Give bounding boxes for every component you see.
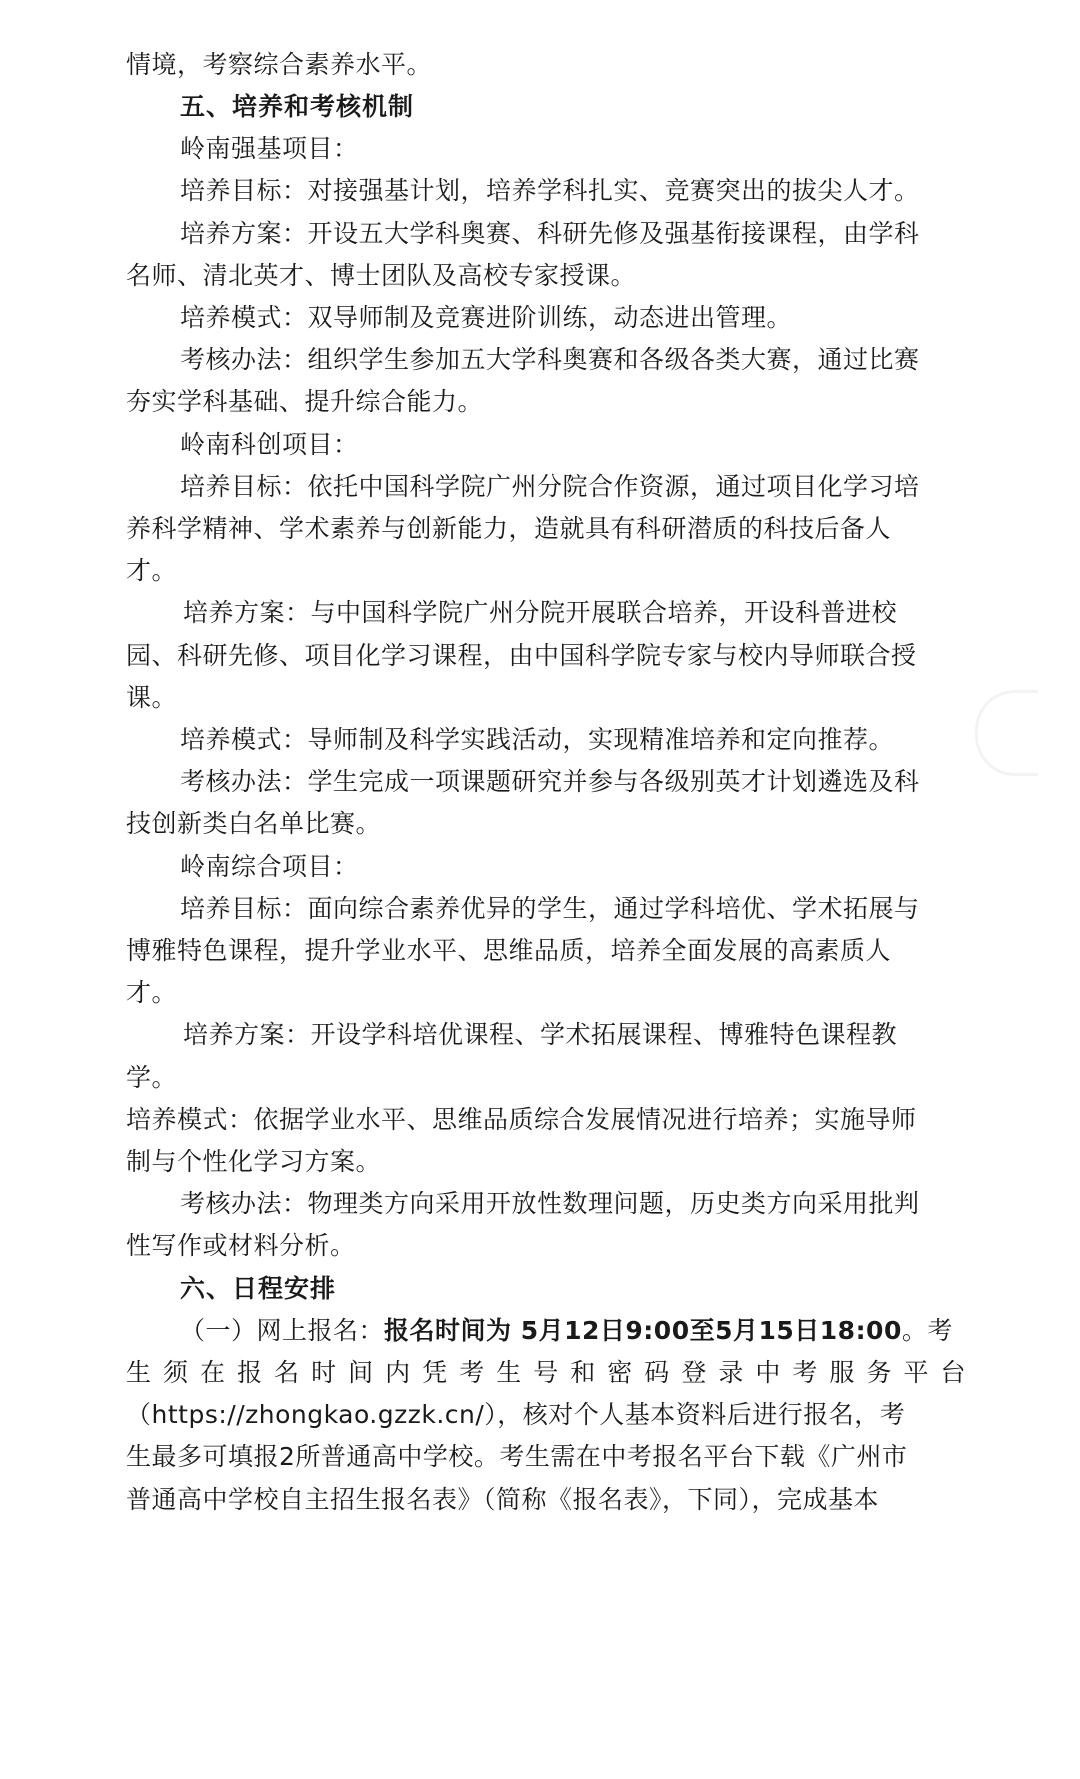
- paragraph-line: 生须在报名时间内凭考生号和密码登录中考服务平台: [126, 1358, 966, 1387]
- section-heading-schedule: 六、日程安排: [180, 1274, 337, 1303]
- paragraph-line-url: （https://zhongkao.gzzk.cn/），核对个人基本资料后进行报名，考: [126, 1400, 906, 1429]
- watermark-arc: [975, 690, 1038, 776]
- paragraph-line: 才。: [126, 556, 178, 585]
- paragraph-line: 培养模式：导师制及科学实践活动，实现精准培养和定向推荐。: [180, 725, 895, 754]
- paragraph-line: 夯实学科基础、提升综合能力。: [126, 387, 484, 416]
- paragraph-line: 培养方案：开设五大学科奥赛、科研先修及强基衔接课程，由学科: [180, 219, 920, 248]
- paragraph-line: 考核办法：物理类方向采用开放性数理问题，历史类方向采用批判: [180, 1189, 920, 1218]
- paragraph-line: 培养模式：依据学业水平、思维品质综合发展情况进行培养；实施导师: [126, 1105, 917, 1134]
- section-heading-training: 五、培养和考核机制: [180, 92, 415, 121]
- paragraph-line: 课。: [126, 683, 178, 712]
- paragraph-line: 情境，考察综合素养水平。: [126, 50, 433, 79]
- paragraph-line: 培养目标：依托中国科学院广州分院合作资源，通过项目化学习培: [180, 472, 920, 501]
- paragraph-line: 培养目标：面向综合素养优异的学生，通过学科培优、学术拓展与: [180, 894, 920, 923]
- paragraph-line: 博雅特色课程，提升学业水平、思维品质，培养全面发展的高素质人: [126, 936, 892, 965]
- paragraph-line: 园、科研先修、项目化学习课程，由中国科学院专家与校内导师联合授: [126, 641, 917, 670]
- paragraph-line: 普通高中学校自主招生报名表》（简称《报名表》，下同），完成基本: [126, 1485, 880, 1514]
- paragraph-line: 才。: [126, 978, 178, 1007]
- subsection-title-kechuang: 岭南科创项目：: [180, 430, 359, 459]
- registration-tail: 。考: [901, 1316, 953, 1345]
- paragraph-line: 学。: [126, 1063, 178, 1092]
- paragraph-line: 养科学精神、学术素养与创新能力，造就具有科研潜质的科技后备人: [126, 514, 892, 543]
- paragraph-line: 生最多可填报2所普通高中学校。考生需在中考报名平台下载《广州市: [126, 1442, 908, 1471]
- paragraph-line: 技创新类白名单比赛。: [126, 809, 382, 838]
- subsection-title-qiangji: 岭南强基项目：: [180, 134, 359, 163]
- registration-time: 报名时间为 5月12日9:00至5月15日18:00: [384, 1316, 902, 1345]
- registration-line: [180, 1307, 970, 1355]
- paragraph-line: 培养方案：开设学科培优课程、学术拓展课程、博雅特色课程教: [183, 1020, 898, 1049]
- paragraph-line: 考核办法：组织学生参加五大学科奥赛和各级各类大赛，通过比赛: [180, 345, 920, 374]
- subsection-title-zonghe: 岭南综合项目：: [180, 852, 359, 881]
- paragraph-line: 性写作或材料分析。: [126, 1231, 356, 1260]
- paragraph-line: 培养方案：与中国科学院广州分院开展联合培养，开设科普进校: [183, 598, 898, 627]
- registration-label: （一）网上报名：: [180, 1316, 385, 1345]
- paragraph-line: 制与个性化学习方案。: [126, 1147, 382, 1176]
- paragraph-line: 名师、清北英才、博士团队及高校专家授课。: [126, 261, 637, 290]
- paragraph-line: 培养目标：对接强基计划，培养学科扎实、竞赛突出的拔尖人才。: [180, 176, 920, 205]
- paragraph-line: 考核办法：学生完成一项课题研究并参与各级别英才计划遴选及科: [180, 767, 920, 796]
- paragraph-line: 培养模式：双导师制及竞赛进阶训练，动态进出管理。: [180, 303, 793, 332]
